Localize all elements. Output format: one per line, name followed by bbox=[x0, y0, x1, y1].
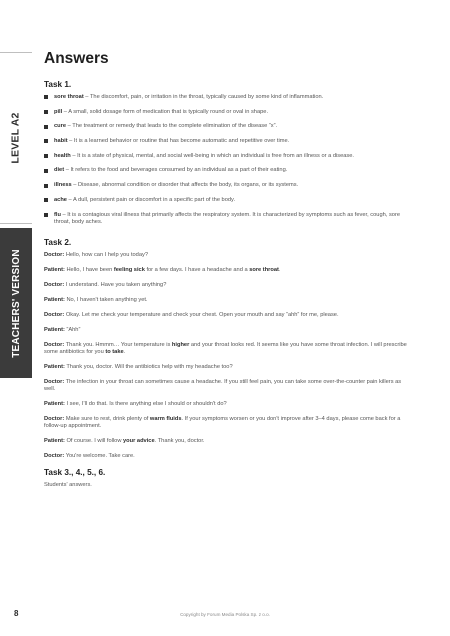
speaker-label: Patient: bbox=[44, 363, 65, 370]
highlighted-phrase: warm fluids bbox=[149, 416, 182, 423]
vocab-item bbox=[44, 109, 410, 116]
dialogue-text: . If your symptoms worsen or you don't improve after 3–4 days, please come back for a follow-up appointment. bbox=[44, 416, 401, 430]
speaker-label: Doctor: bbox=[44, 378, 65, 385]
teachers-version-side-tab bbox=[0, 228, 32, 378]
dialogue-line bbox=[44, 342, 410, 356]
task2-heading: Task 2. bbox=[44, 237, 72, 247]
speaker-label: Patient: bbox=[44, 326, 65, 333]
dialogue-text: Hello, I have been bbox=[64, 266, 114, 273]
vocab-item bbox=[44, 182, 410, 189]
speaker-label: Doctor: bbox=[44, 251, 65, 258]
vocab-item bbox=[44, 138, 410, 145]
task3-answer-text: Students' answers. bbox=[44, 482, 92, 489]
dialogue-text: You're welcome. Take care. bbox=[64, 453, 135, 460]
vocab-term: sore throat bbox=[54, 94, 84, 100]
dialogue-text: Of course. I will follow bbox=[64, 438, 124, 445]
page-title: Answers bbox=[44, 50, 109, 67]
speaker-label: Patient: bbox=[44, 296, 65, 303]
highlighted-phrase: sore throat bbox=[249, 266, 279, 273]
highlighted-phrase: your advice bbox=[123, 438, 155, 445]
dialogue-text: No, I haven't taken anything yet. bbox=[64, 296, 148, 303]
vocab-term: cure bbox=[54, 123, 67, 130]
dialogue-text: Make sure to rest, drink plenty of bbox=[64, 416, 150, 423]
dialogue-line bbox=[44, 438, 410, 445]
task1-vocabulary-list bbox=[44, 94, 410, 226]
vocab-term: pill bbox=[54, 108, 63, 115]
dialogue-line bbox=[44, 364, 410, 371]
vocab-item bbox=[44, 94, 410, 101]
vocab-definition: – It is a contagious viral illness that primarily affects the respiratory system. It is characterized by symptoms such as fever, cough, sore throat, body aches. bbox=[54, 211, 401, 225]
dialogue-line bbox=[44, 312, 410, 319]
speaker-label: Doctor: bbox=[44, 341, 65, 348]
vocab-term: ache bbox=[54, 196, 67, 203]
dialogue-text: . bbox=[123, 348, 126, 355]
vocab-item bbox=[44, 153, 410, 160]
task3-heading: Task 3., 4., 5., 6. bbox=[44, 468, 106, 478]
vocab-item bbox=[44, 212, 410, 226]
vocab-definition: – A small, solid dosage form of medication that is typically round or oval in shape. bbox=[62, 108, 269, 115]
dialogue-text: Hello, how can I help you today? bbox=[64, 251, 149, 258]
dialogue-text: and your throat looks red. It seems like you have some throat infection. I will prescribe some antibiotics for you bbox=[44, 341, 407, 355]
dialogue-text: I see, I'll do that. Is there anything else I should or shouldn't do? bbox=[64, 401, 227, 408]
level-label: LEVEL A2 bbox=[10, 112, 23, 164]
square-bullet-icon bbox=[44, 95, 48, 99]
square-bullet-icon bbox=[44, 110, 48, 114]
dialogue-line bbox=[44, 252, 410, 259]
page-number: 8 bbox=[14, 609, 19, 618]
teachers-version-label: TEACHERS' VERSION bbox=[10, 248, 22, 358]
answers-content bbox=[44, 50, 410, 488]
dialogue-line bbox=[44, 401, 410, 408]
highlighted-phrase: to take bbox=[105, 348, 124, 355]
vocab-definition: – The discomfort, pain, or irritation in the throat, typically caused by some kind of inflammation. bbox=[83, 94, 324, 100]
square-bullet-icon bbox=[44, 125, 48, 129]
vocab-item bbox=[44, 167, 410, 174]
dialogue-line bbox=[44, 282, 410, 289]
vocab-definition: – It is a state of physical, mental, and social well-being in which an individual is free from an illness or a disease. bbox=[70, 152, 355, 159]
dialogue-line bbox=[44, 416, 410, 430]
dialogue-line bbox=[44, 327, 410, 334]
vocab-term: flu bbox=[54, 211, 61, 218]
dialogue-text: Thank you. Hmmm… Your temperature is bbox=[64, 341, 172, 348]
speaker-label: Doctor: bbox=[44, 453, 65, 460]
square-bullet-icon bbox=[44, 154, 48, 158]
square-bullet-icon bbox=[44, 139, 48, 143]
speaker-label: Doctor: bbox=[44, 311, 65, 318]
square-bullet-icon bbox=[44, 169, 48, 173]
dialogue-text: for a few days. I have a headache and a bbox=[144, 266, 250, 273]
square-bullet-icon bbox=[44, 198, 48, 202]
dialogue-text: . bbox=[278, 266, 281, 273]
task3-section bbox=[44, 468, 410, 488]
speaker-label: Patient: bbox=[44, 438, 65, 445]
dialogue-text: . Thank you, doctor. bbox=[154, 438, 205, 445]
copyright-notice: Copyright by Forum Media Polska Sp. z o.o. bbox=[180, 612, 270, 617]
dialogue-text: Thank you, doctor. Will the antibiotics help with my headache too? bbox=[64, 363, 233, 370]
vocab-item bbox=[44, 123, 410, 130]
dialogue-line bbox=[44, 453, 410, 460]
vocab-term: illness bbox=[54, 182, 72, 189]
highlighted-phrase: higher bbox=[171, 341, 190, 348]
speaker-label: Patient: bbox=[44, 401, 65, 408]
speaker-label: Doctor: bbox=[44, 416, 65, 423]
vocab-definition: – It is a learned behavior or routine that has become automatic and repetitive over time. bbox=[67, 138, 290, 145]
dialogue-text: I understand. Have you taken anything? bbox=[64, 281, 167, 288]
task2-dialogue bbox=[44, 252, 410, 461]
level-side-tab bbox=[0, 52, 32, 224]
vocab-definition: – It refers to the food and beverages consumed by an individual as a part of their eating. bbox=[64, 167, 288, 174]
dialogue-text: The infection in your throat can sometimes cause a headache. If you still feel pain, you can take some over-the-counter pain killers as well. bbox=[44, 378, 402, 393]
dialogue-line bbox=[44, 379, 410, 393]
task1-heading: Task 1. bbox=[44, 80, 72, 89]
highlighted-phrase: feeling sick bbox=[113, 266, 145, 273]
vocab-term: diet bbox=[54, 167, 65, 174]
dialogue-line bbox=[44, 297, 410, 304]
vocab-term: habit bbox=[54, 138, 68, 145]
square-bullet-icon bbox=[44, 184, 48, 188]
dialogue-text: Okay. Let me check your temperature and check your chest. Open your mouth and say “ahh” for me, please. bbox=[64, 311, 339, 318]
vocab-definition: – Disease, abnormal condition or disorder that affects the body, its organs, or its systems. bbox=[71, 182, 299, 189]
vocab-term: health bbox=[54, 152, 71, 159]
dialogue-text: “Ahh” bbox=[64, 326, 81, 333]
speaker-label: Patient: bbox=[44, 266, 65, 273]
vocab-definition: – A dull, persistent pain or discomfort in a specific part of the body. bbox=[66, 196, 236, 203]
dialogue-line bbox=[44, 267, 410, 274]
vocab-item bbox=[44, 197, 410, 204]
vocab-definition: – The treatment or remedy that leads to the complete elimination of the disease “x”. bbox=[66, 123, 278, 130]
speaker-label: Doctor: bbox=[44, 281, 65, 288]
square-bullet-icon bbox=[44, 213, 48, 217]
task2-section bbox=[44, 238, 410, 461]
